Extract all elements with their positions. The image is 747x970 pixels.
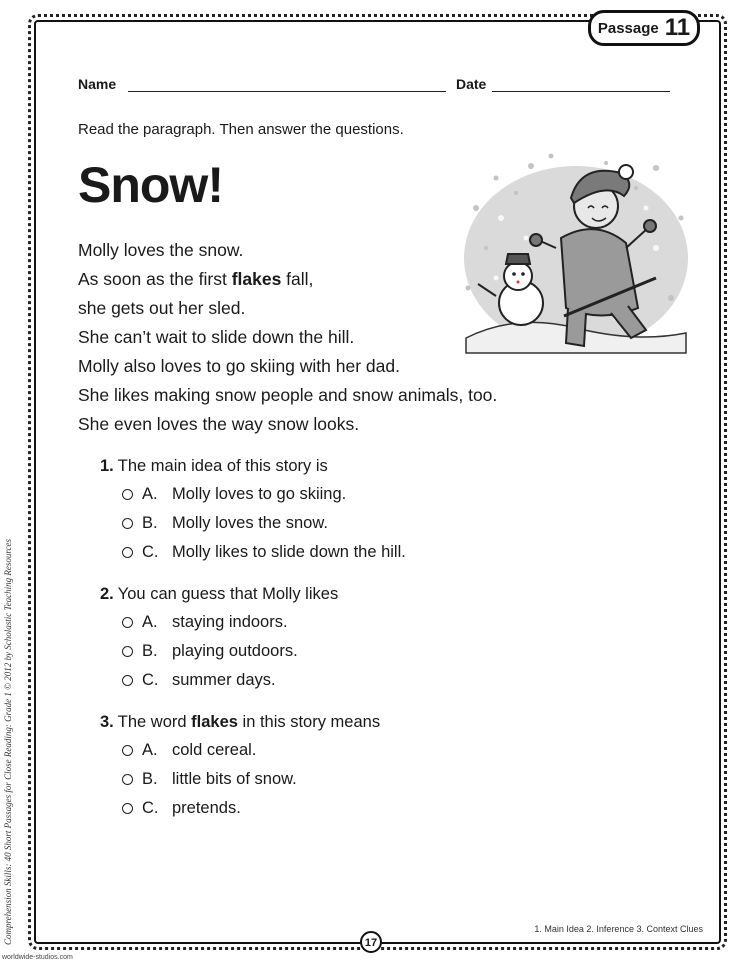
watermark: worldwide-studios.com <box>2 954 73 961</box>
name-date-row <box>78 76 670 96</box>
passage-text <box>78 236 497 439</box>
passage-label: Passage <box>597 19 659 37</box>
radio-bubble-icon[interactable] <box>122 774 133 785</box>
date-label: Date <box>456 76 487 92</box>
skills-footer: 1. Main Idea 2. Inference 3. Context Clues <box>534 924 703 934</box>
answer-option[interactable]: A. cold cereal. <box>122 736 406 765</box>
vocab-word-flakes: flakes <box>231 269 282 289</box>
page-number: 17 <box>360 931 382 953</box>
question-prompt: 2. You can guess that Molly likes <box>100 585 339 603</box>
answer-option[interactable]: A. staying indoors. <box>122 608 406 637</box>
passage-number: 11 <box>664 14 691 41</box>
answer-option[interactable]: B. little bits of snow. <box>122 765 406 794</box>
answer-option[interactable]: C. pretends. <box>122 794 406 823</box>
name-label: Name <box>78 76 117 92</box>
radio-bubble-icon[interactable] <box>122 803 133 814</box>
answer-option[interactable]: C. Molly likes to slide down the hill. <box>122 538 406 567</box>
answer-option[interactable]: C. summer days. <box>122 666 406 695</box>
radio-bubble-icon[interactable] <box>122 489 133 500</box>
question-3 <box>100 708 406 823</box>
passage-line: As soon as the first flakes fall, <box>78 269 314 289</box>
radio-bubble-icon[interactable] <box>122 547 133 558</box>
vocab-word-flakes: flakes <box>191 713 238 731</box>
passage-line: She likes making snow people and snow animals, too. <box>78 385 498 405</box>
question-2 <box>100 580 406 695</box>
radio-bubble-icon[interactable] <box>122 518 133 529</box>
answer-option[interactable]: B. Molly loves the snow. <box>122 509 406 538</box>
passage-line: Molly also loves to go skiing with her dad. <box>78 356 400 376</box>
radio-bubble-icon[interactable] <box>122 617 133 628</box>
page-title: Snow! <box>78 157 223 213</box>
question-prompt: 1. The main idea of this story is <box>100 457 328 475</box>
radio-bubble-icon[interactable] <box>122 745 133 756</box>
passage-line: Molly loves the snow. <box>78 240 244 260</box>
answer-option[interactable]: A. Molly loves to go skiing. <box>122 480 406 509</box>
instructions: Read the paragraph. Then answer the questions. <box>78 121 404 138</box>
radio-bubble-icon[interactable] <box>122 675 133 686</box>
question-1 <box>100 452 406 567</box>
passage-line: she gets out her sled. <box>78 298 246 318</box>
radio-bubble-icon[interactable] <box>122 646 133 657</box>
answer-option[interactable]: B. playing outdoors. <box>122 637 406 666</box>
name-field[interactable] <box>128 91 446 92</box>
passage-badge <box>588 10 700 46</box>
passage-line: She even loves the way snow looks. <box>78 414 360 434</box>
passage-line: She can’t wait to slide down the hill. <box>78 327 355 347</box>
question-prompt: 3. The word flakes in this story means <box>100 713 381 731</box>
questions-list <box>100 452 406 836</box>
date-field[interactable] <box>492 91 670 92</box>
copyright-credit: Comprehension Skills: 40 Short Passages for Close Reading: Grade 1 © 2012 by Scholastic Teaching Resources <box>3 538 13 945</box>
